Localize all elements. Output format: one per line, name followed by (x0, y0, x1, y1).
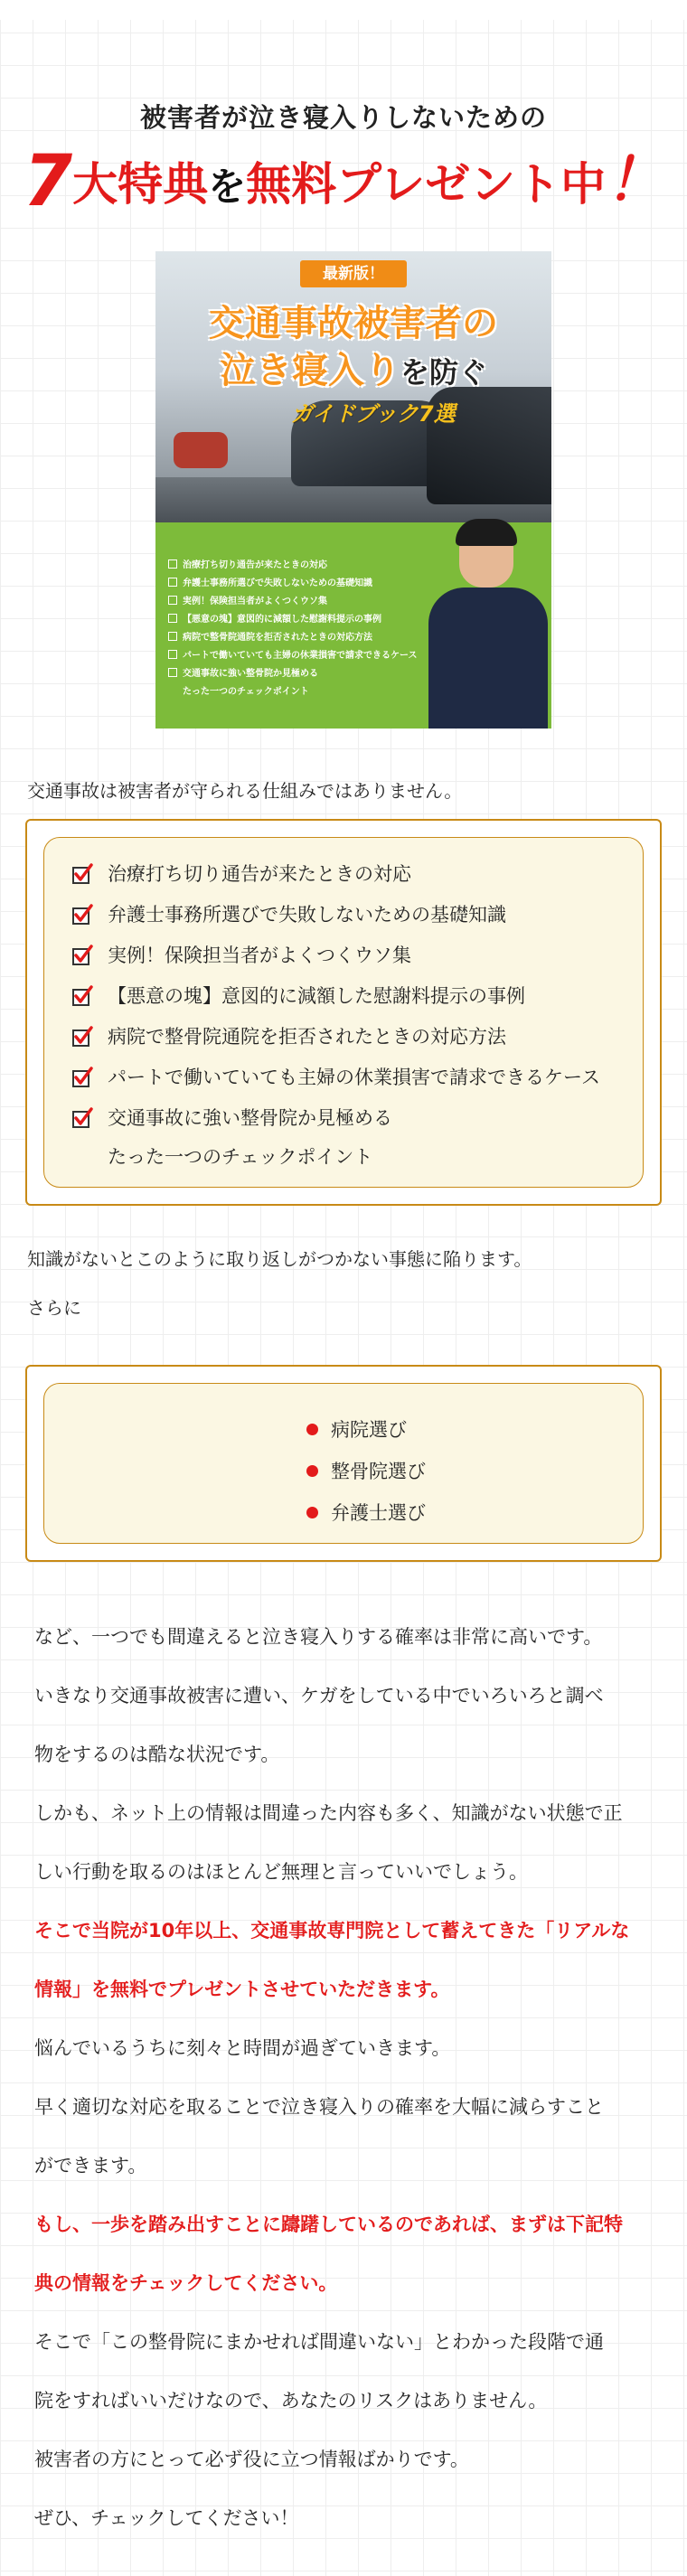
body-line-emphasis: 典の情報をチェックしてください。 (34, 2272, 338, 2294)
check-icon (71, 985, 93, 1007)
headline-line1: 被害者が泣き寝入りしないための (139, 102, 547, 133)
checklist-item: 弁護士事務所選びで失敗しないための基礎知識 (62, 895, 600, 935)
red-dot-icon (306, 1424, 318, 1435)
choices-list (306, 1409, 426, 1534)
checkbox-icon (168, 668, 177, 677)
doctor-portrait (423, 522, 551, 729)
portrait-hair (456, 519, 517, 546)
body-line: 早く適切な対応を取ることで泣き寝入りの確率を大幅に減らすこと (34, 2096, 604, 2118)
red-dot-icon (306, 1465, 318, 1477)
cover-subtitle: ガイドブック7選 (291, 401, 456, 427)
checklist-item: パートで働いていても主婦の休業損害で請求できるケース (62, 1058, 600, 1098)
checklist-item: 【悪意の塊】意図的に減額した慰謝料提示の事例 (62, 976, 600, 1017)
cover-item: パートで働いていても主婦の休業損害で請求できるケース (168, 647, 439, 665)
body-line: など、一つでも間違えると泣き寝入りする確率は非常に高いです。 (34, 1626, 603, 1648)
checkbox-icon (168, 596, 177, 605)
body-line: 物をするのは酷な状況です。 (34, 1744, 280, 1765)
cover-badge: 最新版！ (300, 260, 407, 287)
check-icon (71, 945, 93, 966)
choices-box-inner (43, 1383, 644, 1544)
checklist-item: 治療打ち切り通告が来たときの対応 (62, 854, 600, 895)
cover-item: 【悪意の塊】意図的に減額した慰謝料提示の事例 (168, 611, 439, 629)
cover-title-emphasis: 泣き寝入り (219, 350, 400, 391)
cover-item-list (168, 557, 439, 701)
headline-line2 (0, 134, 687, 222)
checkbox-icon (168, 632, 177, 641)
intro-text: 交通事故は被害者が守られる仕組みではありません。 (27, 780, 463, 802)
check-icon (71, 1107, 93, 1129)
checklist-box-inner (43, 837, 644, 1188)
cover-item: 実例！保険担当者がよくつくウソ集 (168, 593, 439, 611)
body-line-emphasis: もし、一歩を踏み出すことに躊躇しているのであれば、まずは下記特 (34, 2214, 623, 2235)
checklist-item: 実例！保険担当者がよくつくウソ集 (62, 935, 600, 976)
check-icon (71, 1067, 93, 1088)
body-line: しい行動を取るのはほとんど無理と言っていいでしょう。 (34, 1861, 528, 1883)
checkbox-icon (168, 578, 177, 587)
choice-item: 弁護士選び (306, 1492, 426, 1534)
checklist-item: 交通事故に強い整骨院か見極める (62, 1098, 600, 1139)
check-icon (71, 1026, 93, 1048)
cover-title-line1: 交通事故被害者の (209, 303, 498, 344)
top-bar (0, 0, 687, 20)
guidebook-cover (155, 251, 551, 729)
body-line: ができます。 (34, 2155, 147, 2176)
headline-wo: を (208, 165, 247, 209)
cover-title-line2 (155, 342, 551, 393)
body-line: 被害者の方にとって必ず役に立つ情報ばかりです。 (34, 2449, 469, 2470)
furthermore-text: さらに (27, 1297, 81, 1319)
checklist-box (25, 819, 662, 1206)
red-dot-icon (306, 1507, 318, 1518)
body-line: そこで「この整骨院にまかせれば間違いない」とわかった段階で通 (34, 2331, 604, 2353)
background-car (174, 432, 228, 468)
body-line-emphasis: 情報」を無料でプレゼントさせていただきます。 (34, 1979, 450, 2000)
headline-exclamation: ！ (606, 147, 664, 214)
headline-free-present: 無料プレゼント中 (246, 158, 607, 211)
check-icon (71, 904, 93, 926)
body-line-emphasis: そこで当院が10年以上、交通事故専門院として蓄えてきた「リアルな (34, 1920, 630, 1941)
warning-text: 知識がないとこのように取り返しがつかない事態に陥ります。 (27, 1248, 532, 1270)
cover-item: 交通事故に強い整骨院か見極める (168, 665, 439, 683)
checkbox-icon (168, 650, 177, 659)
cover-item: 病院で整骨院通院を拒否されたときの対応方法 (168, 629, 439, 647)
body-line: いきなり交通事故被害に遭い、ケガをしている中でいろいろと調べ (34, 1685, 604, 1706)
cover-item: たった一つのチェックポイント (183, 687, 309, 697)
body-line: 院をすればいいだけなので、あなたのリスクはありません。 (34, 2390, 548, 2411)
checkbox-icon (168, 614, 177, 623)
choice-item: 整骨院選び (306, 1451, 426, 1492)
headline-number: 7 (23, 141, 73, 222)
headline-tokuten: 大特典 (72, 158, 209, 211)
choice-item: 病院選び (306, 1409, 426, 1451)
body-line: しかも、ネット上の情報は間違った内容も多く、知識がない状態で正 (34, 1802, 623, 1824)
checklist (62, 854, 600, 1175)
cover-item: 治療打ち切り通告が来たときの対応 (168, 557, 439, 575)
cover-title-tail: を防ぐ (400, 355, 487, 390)
checklist-item-continuation: たった一つのチェックポイント (108, 1146, 373, 1168)
body-line: 悩んでいるうちに刻々と時間が過ぎていきます。 (34, 2037, 451, 2059)
body-line: ぜひ、チェックしてください！ (34, 2507, 299, 2529)
portrait-body (428, 588, 548, 729)
choices-box (25, 1365, 662, 1562)
cover-item: 弁護士事務所選びで失敗しないための基礎知識 (168, 575, 439, 593)
check-icon (71, 863, 93, 885)
checkbox-icon (168, 559, 177, 569)
checklist-item: 病院で整骨院通院を拒否されたときの対応方法 (62, 1017, 600, 1058)
